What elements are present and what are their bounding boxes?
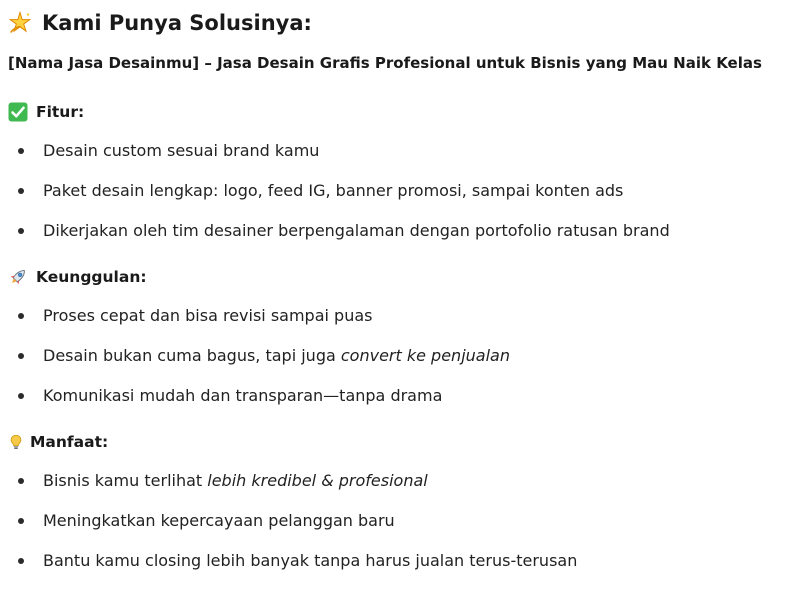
bullet-icon xyxy=(18,228,24,234)
list-item-text: Desain bukan cuma bagus, tapi juga convert ke penjualan xyxy=(43,346,510,365)
list-item-text: Bantu kamu closing lebih banyak tanpa harus jualan terus-terusan xyxy=(43,551,578,570)
bullet-icon xyxy=(18,518,24,524)
bullet-icon xyxy=(18,188,24,194)
section-heading-label: Keunggulan: xyxy=(36,268,147,286)
section-heading-manfaat xyxy=(8,430,108,454)
rocket-icon xyxy=(8,267,28,287)
list-item-text: Desain custom sesuai brand kamu xyxy=(43,141,320,160)
bullet-icon xyxy=(18,313,24,319)
bullet-icon xyxy=(18,148,24,154)
bullet-icon xyxy=(18,353,24,359)
list-item-text: Dikerjakan oleh tim desainer berpengalaman dengan portofolio ratusan brand xyxy=(43,221,670,240)
page-title xyxy=(8,8,312,38)
list-item-text: Paket desain lengkap: logo, feed IG, banner promosi, sampai konten ads xyxy=(43,181,624,200)
list-item-text: Meningkatkan kepercayaan pelanggan baru xyxy=(43,511,395,530)
bullet-icon xyxy=(18,558,24,564)
section-heading-label: Fitur: xyxy=(36,103,85,121)
list-item-text: Proses cepat dan bisa revisi sampai puas xyxy=(43,306,373,325)
section-heading-fitur xyxy=(8,100,84,124)
list-item-text: Bisnis kamu terlihat lebih kredibel & profesional xyxy=(43,471,428,490)
section-heading-label: Manfaat: xyxy=(30,433,109,451)
light-bulb-icon xyxy=(8,432,24,452)
list-item-text: Komunikasi mudah dan transparan—tanpa drama xyxy=(43,386,443,405)
dizzy-star-icon xyxy=(8,11,32,35)
section-heading-keunggulan xyxy=(8,265,147,289)
page-title-text: Kami Punya Solusinya: xyxy=(42,11,312,35)
bullet-icon xyxy=(18,478,24,484)
page-subtitle: [Nama Jasa Desainmu] – Jasa Desain Grafis Profesional untuk Bisnis yang Mau Naik Kelas xyxy=(8,54,762,72)
check-mark-icon xyxy=(8,102,28,122)
bullet-icon xyxy=(18,393,24,399)
